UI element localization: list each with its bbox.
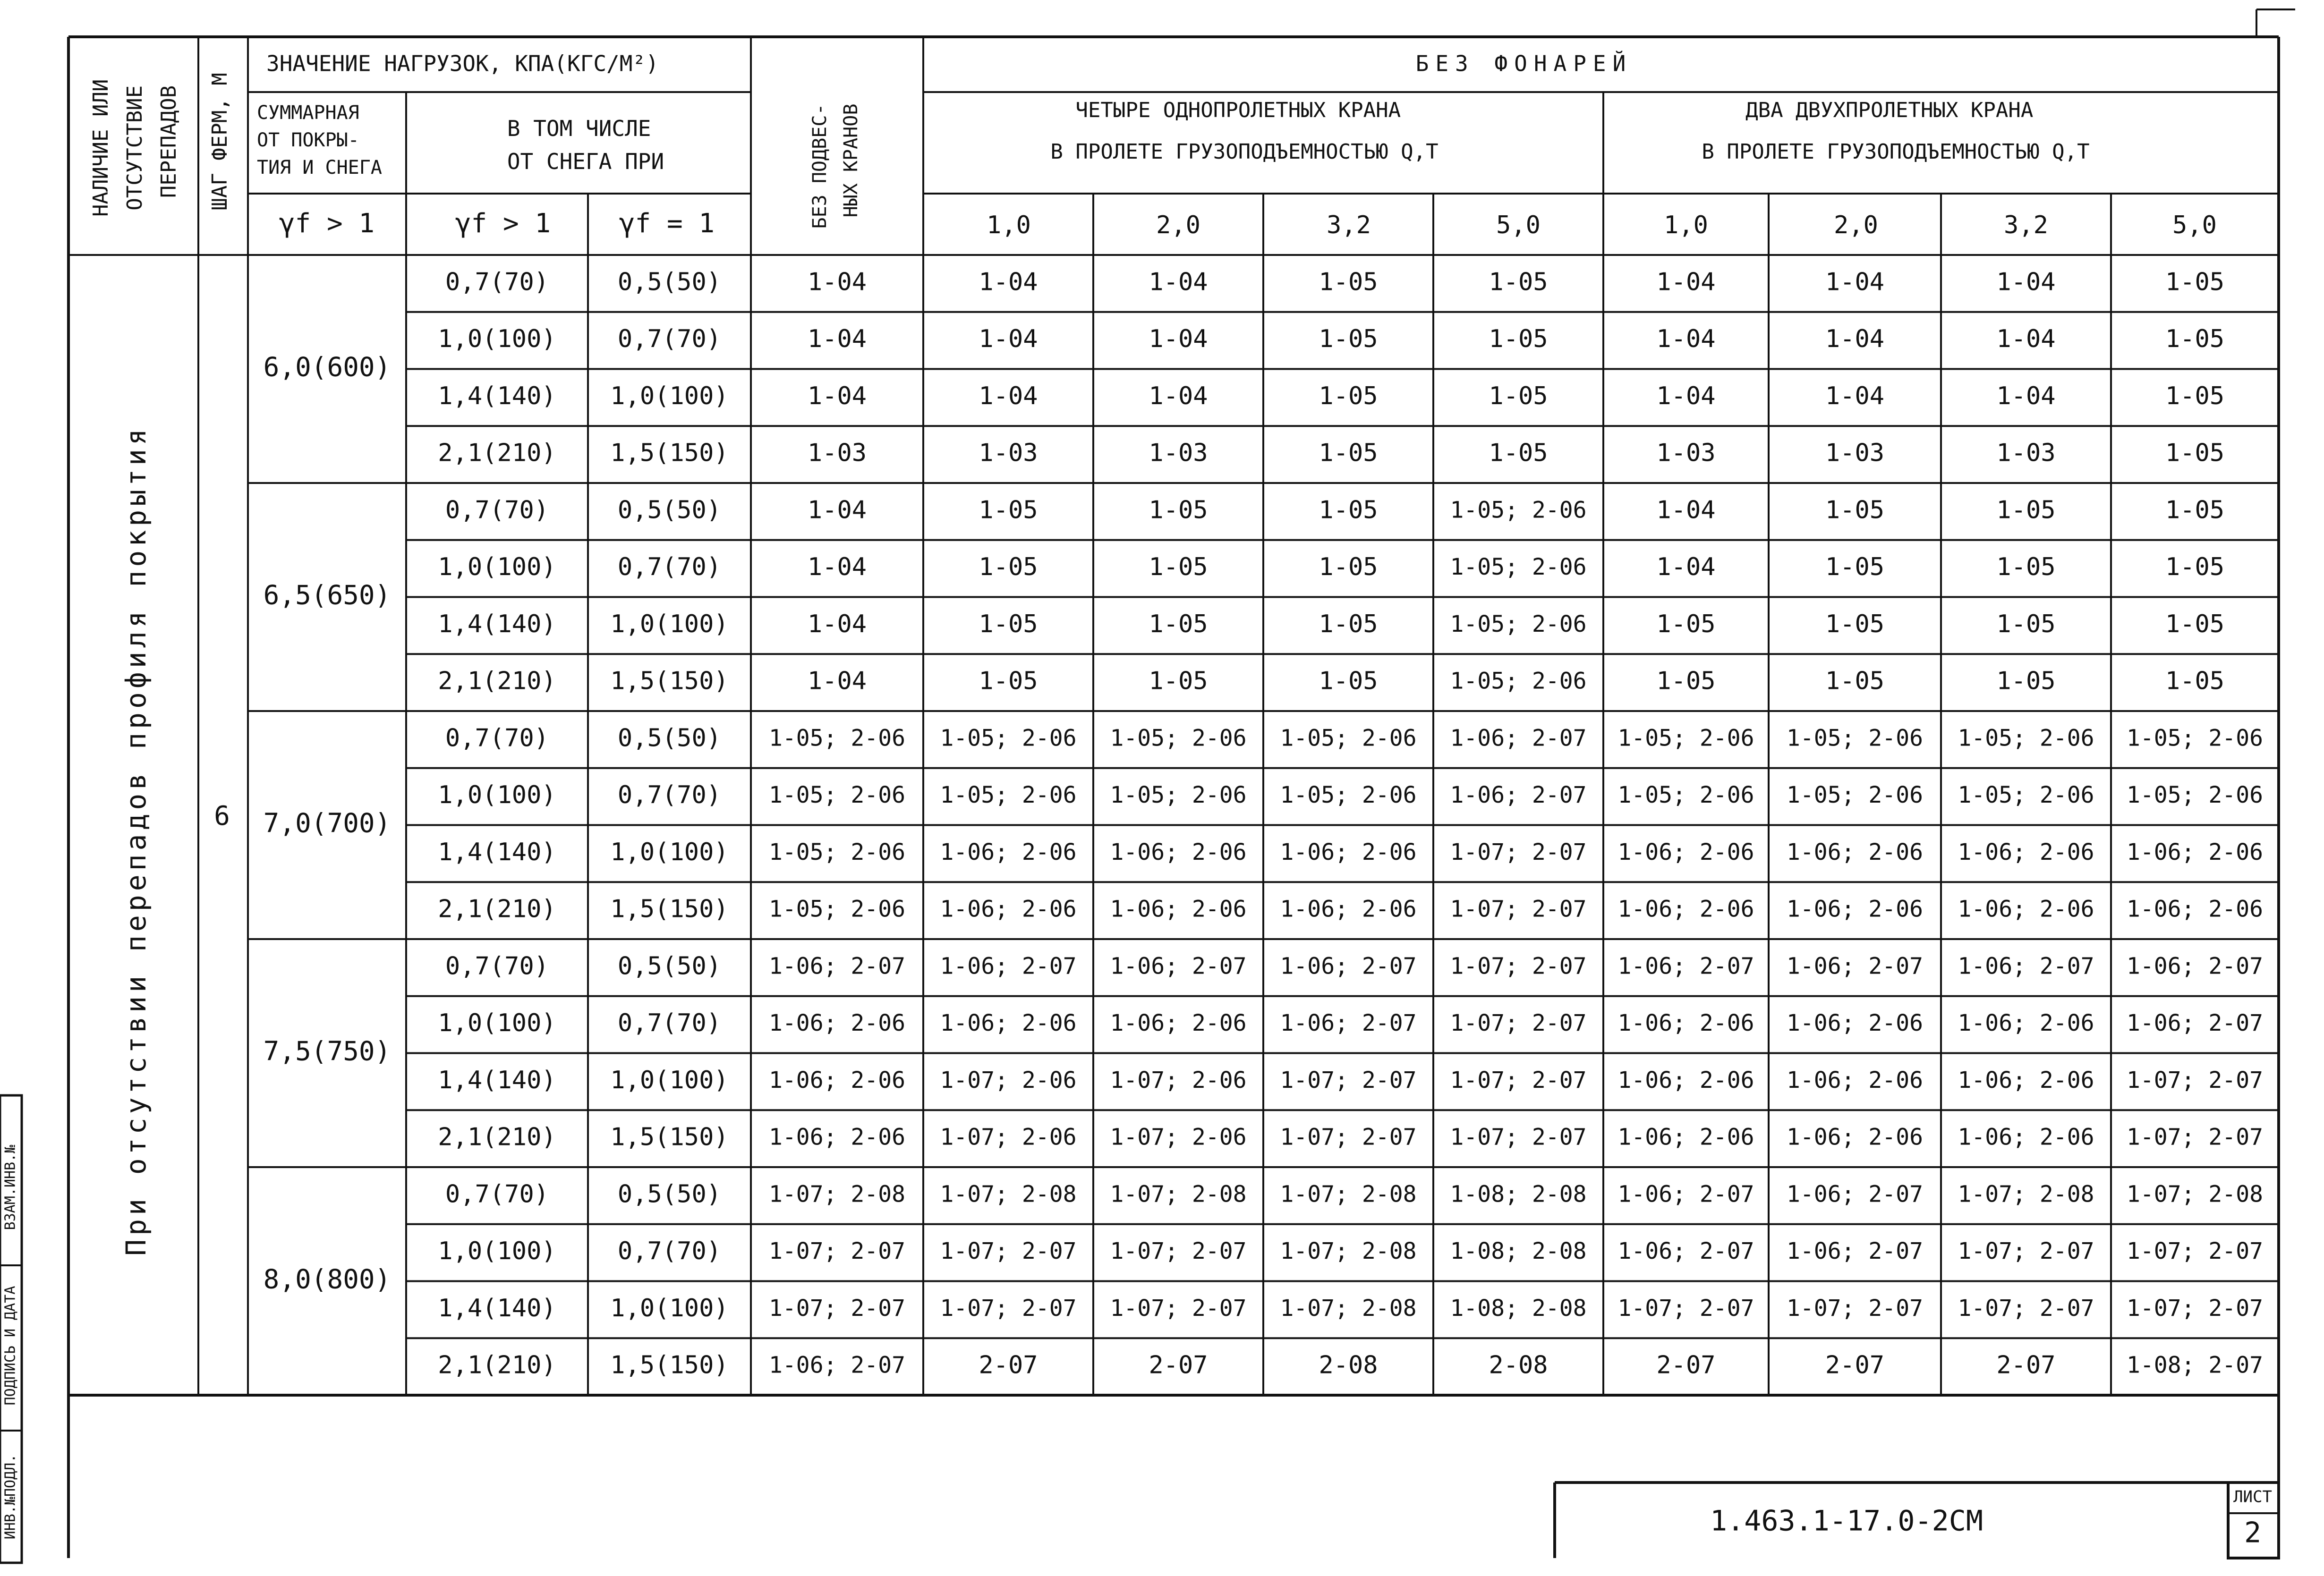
truss-mark-cell: 1-05; 2-06 bbox=[2127, 782, 2263, 809]
truss-mark-cell: 1-07; 2-07 bbox=[1110, 1238, 1247, 1265]
snow-load-eq-cell: 0,5(50) bbox=[617, 268, 722, 297]
total-load-cell: 6,0(600) bbox=[263, 352, 391, 383]
truss-mark-cell: 1-07; 2-07 bbox=[1450, 953, 1587, 980]
truss-mark-cell: 1-06; 2-06 bbox=[940, 896, 1077, 923]
truss-mark-cell: 1-06; 2-07 bbox=[1787, 1181, 1923, 1208]
snow-load-gt-cell: 0,7(70) bbox=[445, 1180, 549, 1209]
truss-mark-cell: 1-06; 2-06 bbox=[769, 1010, 905, 1037]
truss-mark-cell: 1-05; 2-06 bbox=[1958, 782, 2094, 809]
truss-mark-cell: 1-05 bbox=[1489, 381, 1548, 410]
truss-mark-cell: 1-06; 2-06 bbox=[1787, 1010, 1923, 1037]
truss-mark-cell: 1-05; 2-06 bbox=[1110, 782, 1247, 809]
truss-mark-cell: 1-06; 2-07 bbox=[1280, 953, 1417, 980]
including-snow-header: В ТОМ ЧИСЛЕ ОТ СНЕГА ПРИ bbox=[507, 116, 664, 174]
truss-mark-cell: 1-06; 2-07 bbox=[940, 953, 1077, 980]
truss-mark-cell: 1-05 bbox=[1319, 439, 1378, 467]
truss-mark-cell: 1-05 bbox=[2165, 325, 2225, 354]
truss-mark-cell: 1-05 bbox=[1825, 667, 1885, 695]
truss-mark-cell: 1-04 bbox=[807, 268, 867, 297]
truss-mark-cell: 1-05 bbox=[1319, 268, 1378, 297]
snow-load-gt-cell: 1,4(140) bbox=[438, 1066, 556, 1094]
document-code: 1.463.1-17.0-2СМ bbox=[1710, 1504, 1983, 1538]
presence-header: НАЛИЧИЕ ИЛИ ОТСУТСТВИЕ ПЕРЕПАДОВ bbox=[89, 79, 181, 217]
truss-mark-cell: 1-06; 2-06 bbox=[1110, 1010, 1247, 1037]
truss-mark-cell: 1-03 bbox=[979, 439, 1038, 467]
truss-mark-cell: 1-06; 2-06 bbox=[1787, 896, 1923, 923]
truss-mark-cell: 1-05 bbox=[1996, 496, 2056, 525]
capacity-cell: 5,0 bbox=[2172, 211, 2217, 239]
truss-mark-cell: 1-07; 2-07 bbox=[940, 1295, 1077, 1322]
total-load-cell: 7,5(750) bbox=[263, 1036, 391, 1067]
gamma-eq-header: γf = 1 bbox=[619, 208, 715, 239]
truss-mark-cell: 1-06; 2-06 bbox=[1958, 839, 2094, 865]
snow-load-eq-cell: 0,7(70) bbox=[617, 1237, 722, 1266]
truss-mark-cell: 1-05 bbox=[1996, 610, 2056, 638]
truss-mark-cell: 1-07; 2-08 bbox=[1280, 1181, 1417, 1208]
snow-load-gt-cell: 1,4(140) bbox=[438, 838, 556, 866]
truss-mark-cell: 2-07 bbox=[1149, 1351, 1208, 1380]
snow-load-eq-cell: 0,7(70) bbox=[617, 553, 722, 582]
truss-mark-cell: 1-06; 2-06 bbox=[2127, 896, 2263, 923]
truss-mark-cell: 1-06; 2-06 bbox=[1280, 896, 1417, 923]
gamma-gt-header: γf > 1 bbox=[455, 208, 551, 239]
truss-mark-cell: 1-06; 2-06 bbox=[769, 1124, 905, 1151]
snow-load-eq-cell: 1,5(150) bbox=[610, 895, 729, 924]
truss-mark-cell: 1-04 bbox=[807, 667, 867, 695]
truss-mark-cell: 1-04 bbox=[1996, 325, 2056, 354]
truss-mark-cell: 1-06; 2-07 bbox=[1450, 725, 1587, 752]
truss-mark-cell: 1-07; 2-07 bbox=[2127, 1067, 2263, 1093]
truss-mark-cell: 2-07 bbox=[1656, 1351, 1716, 1380]
truss-mark-cell: 1-04 bbox=[807, 553, 867, 582]
two-cranes-header: ДВА ДВУХПРОЛЕТНЫХ КРАНА В ПРОЛЕТЕ ГРУЗОПОДЪЕМНОСТЬЮ Q,Т bbox=[1702, 98, 2090, 164]
truss-mark-cell: 1-06; 2-07 bbox=[769, 1352, 905, 1379]
truss-mark-cell: 1-06; 2-06 bbox=[1787, 1124, 1923, 1151]
truss-mark-cell: 1-04 bbox=[1656, 553, 1716, 582]
truss-mark-cell: 1-07; 2-08 bbox=[1280, 1295, 1417, 1322]
snow-load-eq-cell: 1,5(150) bbox=[610, 439, 729, 467]
truss-mark-cell: 1-06; 2-06 bbox=[2127, 839, 2263, 865]
no-lanterns-header: БЕЗ ФОНАРЕЙ bbox=[1415, 51, 1633, 76]
truss-mark-cell: 1-05 bbox=[1825, 610, 1885, 638]
sheet-number: 2 bbox=[2244, 1516, 2262, 1550]
truss-mark-cell: 1-07; 2-07 bbox=[2127, 1238, 2263, 1265]
truss-mark-cell: 1-06; 2-06 bbox=[1617, 1124, 1754, 1151]
truss-mark-cell: 1-04 bbox=[1656, 325, 1716, 354]
truss-mark-cell: 1-07; 2-07 bbox=[769, 1295, 905, 1322]
truss-mark-cell: 2-07 bbox=[1996, 1351, 2056, 1380]
truss-mark-cell: 1-05; 2-06 bbox=[1450, 554, 1587, 581]
truss-mark-cell: 1-07; 2-07 bbox=[1450, 839, 1587, 865]
truss-mark-cell: 1-05 bbox=[1319, 667, 1378, 695]
snow-load-gt-cell: 1,0(100) bbox=[438, 325, 556, 354]
truss-mark-cell: 1-07; 2-07 bbox=[1450, 1124, 1587, 1151]
truss-mark-cell: 1-07; 2-07 bbox=[1110, 1295, 1247, 1322]
truss-mark-cell: 2-07 bbox=[1825, 1351, 1885, 1380]
truss-mark-cell: 1-07; 2-06 bbox=[1110, 1067, 1247, 1093]
truss-mark-cell: 1-05 bbox=[1149, 610, 1208, 638]
truss-mark-cell: 1-06; 2-07 bbox=[1617, 953, 1754, 980]
truss-mark-cell: 1-06; 2-06 bbox=[1617, 896, 1754, 923]
truss-mark-cell: 1-06; 2-07 bbox=[1110, 953, 1247, 980]
truss-mark-cell: 1-06; 2-06 bbox=[1617, 1010, 1754, 1037]
truss-mark-cell: 1-04 bbox=[1825, 325, 1885, 354]
truss-mark-cell: 1-05; 2-06 bbox=[1617, 725, 1754, 752]
truss-mark-cell: 1-05 bbox=[1996, 667, 2056, 695]
total-load-header: СУММАРНАЯ ОТ ПОКРЫ- ТИЯ И СНЕГА bbox=[257, 102, 382, 178]
truss-mark-cell: 1-04 bbox=[1656, 381, 1716, 410]
truss-mark-cell: 1-07; 2-07 bbox=[1958, 1238, 2094, 1265]
truss-mark-cell: 1-04 bbox=[1996, 381, 2056, 410]
snow-load-eq-cell: 1,0(100) bbox=[610, 610, 729, 638]
truss-mark-cell: 1-08; 2-07 bbox=[2127, 1352, 2263, 1379]
truss-mark-cell: 1-05 bbox=[979, 667, 1038, 695]
truss-mark-cell: 1-05 bbox=[1489, 268, 1548, 297]
truss-mark-cell: 1-04 bbox=[1656, 268, 1716, 297]
truss-mark-cell: 1-05 bbox=[979, 553, 1038, 582]
truss-mark-cell: 1-05 bbox=[1319, 553, 1378, 582]
truss-mark-cell: 1-05 bbox=[1996, 553, 2056, 582]
truss-mark-cell: 1-08; 2-08 bbox=[1450, 1295, 1587, 1322]
truss-mark-cell: 1-05 bbox=[1825, 553, 1885, 582]
truss-mark-cell: 1-07; 2-07 bbox=[940, 1238, 1077, 1265]
truss-mark-cell: 1-06; 2-06 bbox=[1787, 1067, 1923, 1093]
snow-load-eq-cell: 0,7(70) bbox=[617, 1009, 722, 1038]
truss-mark-cell: 1-06; 2-06 bbox=[1958, 1124, 2094, 1151]
truss-mark-cell: 1-07; 2-08 bbox=[2127, 1181, 2263, 1208]
truss-mark-cell: 1-07; 2-08 bbox=[769, 1181, 905, 1208]
snow-load-eq-cell: 1,0(100) bbox=[610, 381, 729, 410]
signature-date-label: ПОДПИСЬ И ДАТА bbox=[2, 1286, 19, 1406]
truss-mark-cell: 1-04 bbox=[1149, 268, 1208, 297]
truss-mark-cell: 1-06; 2-07 bbox=[1450, 782, 1587, 809]
snow-load-eq-cell: 0,5(50) bbox=[617, 952, 722, 981]
truss-mark-cell: 1-05; 2-06 bbox=[1280, 782, 1417, 809]
truss-mark-cell: 1-05 bbox=[2165, 381, 2225, 410]
truss-mark-cell: 1-05 bbox=[1319, 325, 1378, 354]
snow-load-gt-cell: 1,0(100) bbox=[438, 1009, 556, 1038]
truss-mark-cell: 1-05 bbox=[1149, 667, 1208, 695]
snow-load-eq-cell: 0,7(70) bbox=[617, 325, 722, 354]
truss-mark-cell: 1-04 bbox=[979, 381, 1038, 410]
capacity-cell: 5,0 bbox=[1496, 211, 1541, 239]
truss-mark-cell: 1-06; 2-06 bbox=[1787, 839, 1923, 865]
truss-mark-cell: 1-07; 2-08 bbox=[940, 1181, 1077, 1208]
truss-mark-cell: 1-05; 2-06 bbox=[1958, 725, 2094, 752]
total-load-cell: 7,0(700) bbox=[263, 808, 391, 839]
truss-mark-cell: 1-05; 2-06 bbox=[1280, 725, 1417, 752]
snow-load-gt-cell: 1,4(140) bbox=[438, 381, 556, 410]
spec-table bbox=[68, 37, 2279, 1395]
truss-mark-cell: 1-06; 2-06 bbox=[940, 839, 1077, 865]
truss-mark-cell: 1-04 bbox=[1656, 496, 1716, 525]
truss-mark-cell: 1-03 bbox=[807, 439, 867, 467]
truss-mark-cell: 1-04 bbox=[807, 381, 867, 410]
truss-mark-cell: 1-05 bbox=[1489, 439, 1548, 467]
truss-mark-cell: 1-07; 2-06 bbox=[1110, 1124, 1247, 1151]
loads-header: ЗНАЧЕНИЕ НАГРУЗОК, КПА(КГС/М²) bbox=[266, 51, 659, 76]
truss-mark-cell: 1-05; 2-06 bbox=[1787, 725, 1923, 752]
truss-mark-cell: 1-07; 2-07 bbox=[1787, 1295, 1923, 1322]
truss-mark-cell: 1-07; 2-07 bbox=[1280, 1067, 1417, 1093]
gamma-total-header: γf > 1 bbox=[279, 208, 375, 239]
presence-value: При отсутствии перепадов профиля покрытия bbox=[120, 425, 153, 1256]
total-load-cell: 8,0(800) bbox=[263, 1264, 391, 1295]
truss-mark-cell: 1-03 bbox=[1656, 439, 1716, 467]
truss-mark-cell: 1-05 bbox=[2165, 667, 2225, 695]
snow-load-gt-cell: 0,7(70) bbox=[445, 724, 549, 753]
truss-mark-cell: 1-06; 2-07 bbox=[1617, 1238, 1754, 1265]
truss-mark-cell: 1-07; 2-06 bbox=[940, 1124, 1077, 1151]
truss-mark-cell: 1-07; 2-07 bbox=[1280, 1124, 1417, 1151]
snow-load-gt-cell: 2,1(210) bbox=[438, 667, 556, 695]
truss-mark-cell: 1-06; 2-07 bbox=[2127, 1010, 2263, 1037]
truss-mark-cell: 1-07; 2-07 bbox=[2127, 1295, 2263, 1322]
four-cranes-header: ЧЕТЫРЕ ОДНОПРОЛЕТНЫХ КРАНА В ПРОЛЕТЕ ГРУЗОПОДЪЕМНОСТЬЮ Q,Т bbox=[1050, 98, 1439, 164]
truss-mark-cell: 1-07; 2-07 bbox=[1958, 1295, 2094, 1322]
snow-load-gt-cell: 2,1(210) bbox=[438, 895, 556, 924]
total-load-cell: 6,5(650) bbox=[263, 580, 391, 611]
truss-mark-cell: 1-05 bbox=[1149, 496, 1208, 525]
truss-mark-cell: 1-06; 2-06 bbox=[769, 1067, 905, 1093]
truss-mark-cell: 1-08; 2-08 bbox=[1450, 1238, 1587, 1265]
truss-mark-cell: 1-06; 2-06 bbox=[1280, 839, 1417, 865]
snow-load-gt-cell: 1,4(140) bbox=[438, 610, 556, 638]
truss-mark-cell: 1-07; 2-08 bbox=[1280, 1238, 1417, 1265]
truss-mark-cell: 1-03 bbox=[1996, 439, 2056, 467]
truss-mark-cell: 1-05; 2-06 bbox=[1450, 497, 1587, 524]
truss-mark-cell: 1-05; 2-06 bbox=[1450, 668, 1587, 695]
replace-inv-label: ВЗАМ.ИНВ.№ bbox=[2, 1144, 19, 1230]
truss-mark-cell: 1-06; 2-06 bbox=[1958, 896, 2094, 923]
truss-mark-cell: 1-08; 2-08 bbox=[1450, 1181, 1587, 1208]
snow-load-gt-cell: 2,1(210) bbox=[438, 439, 556, 467]
capacity-cell: 3,2 bbox=[2004, 211, 2048, 239]
truss-mark-cell: 1-05; 2-06 bbox=[940, 725, 1077, 752]
truss-mark-cell: 1-06; 2-07 bbox=[2127, 953, 2263, 980]
truss-mark-cell: 2-08 bbox=[1489, 1351, 1548, 1380]
capacity-cell: 1,0 bbox=[987, 211, 1031, 239]
truss-mark-cell: 1-04 bbox=[1149, 381, 1208, 410]
snow-load-gt-cell: 0,7(70) bbox=[445, 496, 549, 525]
snow-load-gt-cell: 2,1(210) bbox=[438, 1123, 556, 1152]
truss-mark-cell: 1-07; 2-06 bbox=[940, 1067, 1077, 1093]
truss-mark-cell: 1-07; 2-07 bbox=[1450, 1067, 1587, 1093]
truss-mark-cell: 1-05; 2-06 bbox=[2127, 725, 2263, 752]
truss-mark-cell: 1-05 bbox=[1825, 496, 1885, 525]
truss-mark-cell: 1-05 bbox=[1489, 325, 1548, 354]
capacity-cell: 2,0 bbox=[1834, 211, 1878, 239]
truss-mark-cell: 1-06; 2-07 bbox=[1617, 1181, 1754, 1208]
truss-mark-cell: 1-05; 2-06 bbox=[769, 839, 905, 865]
truss-mark-cell: 1-03 bbox=[1825, 439, 1885, 467]
truss-mark-cell: 1-05; 2-06 bbox=[769, 725, 905, 752]
truss-mark-cell: 1-04 bbox=[1149, 325, 1208, 354]
truss-mark-cell: 1-07; 2-08 bbox=[1110, 1181, 1247, 1208]
truss-mark-cell: 1-05 bbox=[2165, 496, 2225, 525]
truss-mark-cell: 1-05 bbox=[2165, 439, 2225, 467]
snow-load-eq-cell: 1,0(100) bbox=[610, 838, 729, 866]
truss-mark-cell: 1-05 bbox=[2165, 268, 2225, 297]
truss-mark-cell: 1-06; 2-06 bbox=[1958, 1067, 2094, 1093]
snow-load-gt-cell: 0,7(70) bbox=[445, 952, 549, 981]
capacity-header-row bbox=[987, 211, 2217, 239]
truss-mark-cell: 1-04 bbox=[979, 268, 1038, 297]
truss-mark-cell: 1-05 bbox=[1656, 610, 1716, 638]
truss-mark-cell: 1-07; 2-07 bbox=[1450, 896, 1587, 923]
sheet-label: ЛИСТ bbox=[2233, 1487, 2272, 1507]
snow-load-eq-cell: 1,5(150) bbox=[610, 1123, 729, 1152]
truss-mark-cell: 1-05 bbox=[1656, 667, 1716, 695]
truss-mark-cell: 1-04 bbox=[807, 610, 867, 638]
truss-mark-cell: 1-04 bbox=[1825, 381, 1885, 410]
snow-load-gt-cell: 1,0(100) bbox=[438, 553, 556, 582]
title-block bbox=[1710, 1488, 2272, 1550]
truss-mark-cell: 1-07; 2-08 bbox=[1958, 1181, 2094, 1208]
truss-mark-cell: 1-05 bbox=[2165, 553, 2225, 582]
truss-mark-cell: 1-07; 2-07 bbox=[2127, 1124, 2263, 1151]
snow-load-eq-cell: 0,5(50) bbox=[617, 1180, 722, 1209]
truss-mark-cell: 1-05; 2-06 bbox=[1450, 610, 1587, 637]
snow-load-eq-cell: 1,5(150) bbox=[610, 667, 729, 695]
snow-load-gt-cell: 1,4(140) bbox=[438, 1294, 556, 1322]
truss-mark-cell: 1-05; 2-06 bbox=[940, 782, 1077, 809]
snow-load-gt-cell: 1,0(100) bbox=[438, 781, 556, 810]
truss-mark-cell: 1-06; 2-06 bbox=[1110, 896, 1247, 923]
truss-mark-cell: 1-04 bbox=[1825, 268, 1885, 297]
truss-step-value: 6 bbox=[214, 801, 230, 832]
snow-load-eq-cell: 1,5(150) bbox=[610, 1351, 729, 1380]
truss-mark-cell: 1-05; 2-06 bbox=[1110, 725, 1247, 752]
truss-mark-cell: 1-07; 2-07 bbox=[1450, 1010, 1587, 1037]
inv-original-label: ИНВ.№ПОДЛ. bbox=[2, 1454, 19, 1540]
truss-mark-cell: 1-05; 2-06 bbox=[1787, 782, 1923, 809]
truss-mark-cell: 2-08 bbox=[1319, 1351, 1378, 1380]
truss-mark-cell: 1-06; 2-07 bbox=[1958, 953, 2094, 980]
truss-mark-cell: 1-05 bbox=[2165, 610, 2225, 638]
truss-step-header: ШАГ ФЕРМ, М bbox=[208, 73, 232, 211]
truss-mark-cell: 1-05 bbox=[979, 496, 1038, 525]
truss-mark-cell: 2-07 bbox=[979, 1351, 1038, 1380]
truss-mark-cell: 1-05; 2-06 bbox=[1617, 782, 1754, 809]
truss-mark-cell: 1-05 bbox=[1149, 553, 1208, 582]
capacity-cell: 1,0 bbox=[1664, 211, 1708, 239]
truss-mark-cell: 1-05; 2-06 bbox=[769, 782, 905, 809]
truss-mark-cell: 1-06; 2-07 bbox=[769, 953, 905, 980]
truss-mark-cell: 1-05 bbox=[979, 610, 1038, 638]
truss-mark-cell: 1-06; 2-07 bbox=[1280, 1010, 1417, 1037]
truss-mark-cell: 1-05 bbox=[1319, 610, 1378, 638]
snow-load-gt-cell: 2,1(210) bbox=[438, 1351, 556, 1380]
truss-mark-cell: 1-06; 2-06 bbox=[1110, 839, 1247, 865]
snow-load-eq-cell: 0,7(70) bbox=[617, 781, 722, 810]
truss-mark-cell: 1-05 bbox=[1319, 496, 1378, 525]
truss-mark-cell: 1-03 bbox=[1149, 439, 1208, 467]
truss-mark-cell: 1-05; 2-06 bbox=[769, 896, 905, 923]
truss-mark-cell: 1-06; 2-07 bbox=[1787, 1238, 1923, 1265]
truss-mark-cell: 1-07; 2-07 bbox=[1617, 1295, 1754, 1322]
snow-load-eq-cell: 1,0(100) bbox=[610, 1294, 729, 1322]
no-cranes-header: БЕЗ ПОДВЕС- НЫХ КРАНОВ bbox=[809, 103, 862, 229]
snow-load-gt-cell: 0,7(70) bbox=[445, 268, 549, 297]
truss-mark-cell: 1-06; 2-06 bbox=[1617, 839, 1754, 865]
truss-mark-cell: 1-06; 2-07 bbox=[1787, 953, 1923, 980]
capacity-cell: 2,0 bbox=[1156, 211, 1200, 239]
truss-mark-cell: 1-04 bbox=[1996, 268, 2056, 297]
truss-mark-cell: 1-06; 2-06 bbox=[1958, 1010, 2094, 1037]
truss-mark-cell: 1-04 bbox=[979, 325, 1038, 354]
truss-mark-cell: 1-05 bbox=[1319, 381, 1378, 410]
capacity-cell: 3,2 bbox=[1327, 211, 1371, 239]
snow-load-eq-cell: 0,5(50) bbox=[617, 496, 722, 525]
snow-load-eq-cell: 1,0(100) bbox=[610, 1066, 729, 1094]
truss-mark-cell: 1-06; 2-06 bbox=[1617, 1067, 1754, 1093]
approval-stamp bbox=[2, 1145, 19, 1540]
truss-mark-cell: 1-06; 2-06 bbox=[940, 1010, 1077, 1037]
snow-load-eq-cell: 0,5(50) bbox=[617, 724, 722, 753]
truss-mark-cell: 1-04 bbox=[807, 325, 867, 354]
truss-mark-cell: 1-07; 2-07 bbox=[769, 1238, 905, 1265]
snow-load-gt-cell: 1,0(100) bbox=[438, 1237, 556, 1266]
truss-mark-cell: 1-04 bbox=[807, 496, 867, 525]
